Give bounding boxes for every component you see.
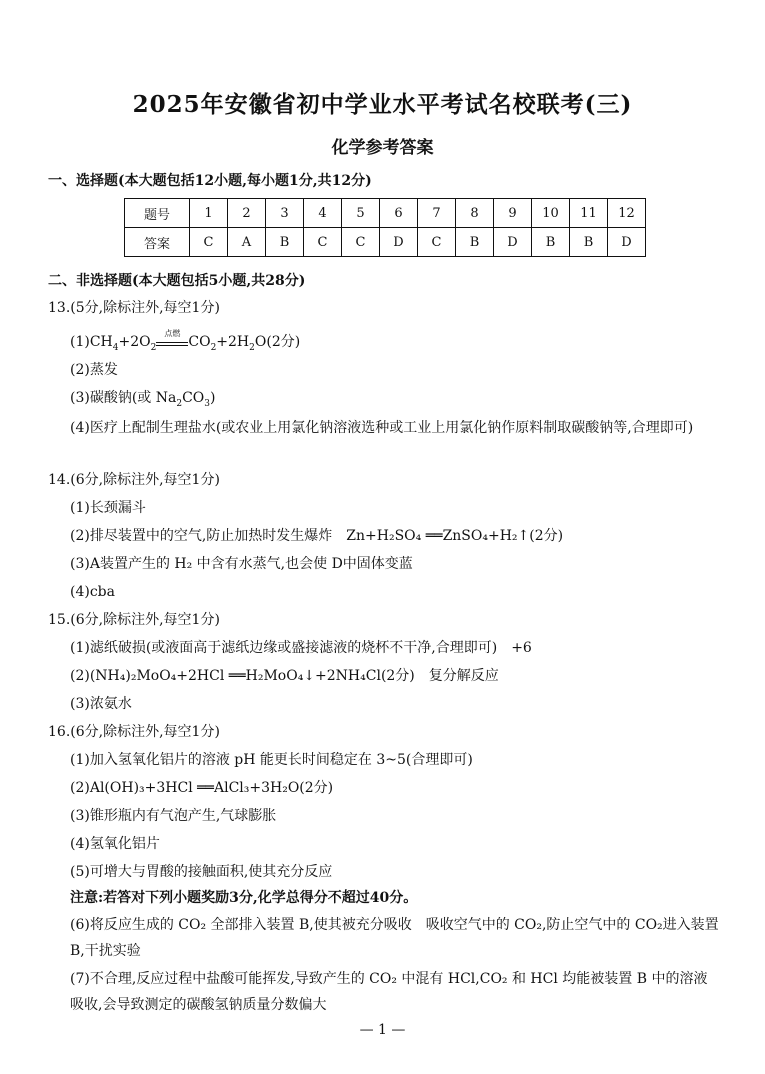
table-cell: B <box>266 228 304 257</box>
subscript: 2 <box>176 398 183 409</box>
page-subtitle: 化学参考答案 <box>331 138 434 158</box>
q16-heading: 16.(6分,除标注外,每空1分) <box>48 724 220 740</box>
q14-answer-2: (2)排尽装置中的空气,防止加热时发生爆炸 Zn+H₂SO₄ ══ZnSO₄+H₂↑(2分) <box>70 528 564 544</box>
table-cell: 6 <box>380 199 418 228</box>
text: O(2分) <box>254 334 301 350</box>
subscript: 2 <box>210 342 217 353</box>
subscript: 2 <box>249 342 255 353</box>
table-cell: A <box>228 228 266 257</box>
reaction-condition <box>156 329 188 346</box>
q16-answer-2: (2)Al(OH)₃+3HCl ══AlCl₃+3H₂O(2分) <box>70 780 334 796</box>
table-row-numbers <box>125 199 646 228</box>
table-cell: 3 <box>266 199 304 228</box>
q15-heading: 15.(6分,除标注外,每空1分) <box>48 612 220 628</box>
q14-heading: 14.(6分,除标注外,每空1分) <box>48 472 220 488</box>
q16-answer-3: (3)锥形瓶内有气泡产生,气球膨胀 <box>70 808 277 824</box>
page-title: 2025年安徽省初中学业水平考试名校联考(三) <box>132 91 633 118</box>
table-cell: B <box>570 228 608 257</box>
table-cell: 7 <box>418 199 456 228</box>
table-cell: B <box>456 228 494 257</box>
q13-heading: 13.(5分,除标注外,每空1分) <box>48 300 220 316</box>
text: ) <box>210 390 216 406</box>
table-cell: C <box>418 228 456 257</box>
q14-answer-1: (1)长颈漏斗 <box>70 500 146 516</box>
text: +2H <box>216 334 250 350</box>
q16-answer-1: (1)加入氢氧化铝片的溶液 pH 能更长时间稳定在 3~5(合理即可) <box>70 752 473 768</box>
table-header-cell: 题号 <box>125 199 190 228</box>
table-cell: 9 <box>494 199 532 228</box>
text: CO <box>182 390 205 406</box>
table-cell: 1 <box>190 199 228 228</box>
table-cell: 8 <box>456 199 494 228</box>
q14-answer-3: (3)A装置产生的 H₂ 中含有水蒸气,也会使 D中固体变蓝 <box>70 556 413 572</box>
table-cell: B <box>532 228 570 257</box>
page-number: — 1 — <box>359 1022 406 1038</box>
table-header-cell: 答案 <box>125 228 190 257</box>
q15-answer-1: (1)滤纸破损(或液面高于滤纸边缘或盛接滤液的烧杯不干净,合理即可) +6 <box>70 640 532 656</box>
q16-answer-6: (6)将反应生成的 CO₂ 全部排入装置 B,使其被充分吸收 吸收空气中的 CO₂,防止空气中的 CO₂进入装置 B,干扰实验 <box>70 917 719 959</box>
table-cell: D <box>494 228 532 257</box>
table-cell: C <box>342 228 380 257</box>
table-cell: 10 <box>532 199 570 228</box>
table-cell: 5 <box>342 199 380 228</box>
q14-answer-4: (4)cba <box>70 584 115 600</box>
section-2-heading: 二、非选择题(本大题包括5小题,共28分) <box>48 273 306 289</box>
q13-answer-4: (4)医疗上配制生理盐水(或农业上用氯化钠溶液选种或工业上用氯化钠作原料制取碳酸钠等,合理即可) <box>70 420 694 436</box>
table-cell: 11 <box>570 199 608 228</box>
q16-answer-4: (4)氢氧化铝片 <box>70 836 160 852</box>
text: (3)碳酸钠(或 Na <box>70 390 177 406</box>
q16-answer-7: (7)不合理,反应过程中盐酸可能挥发,导致产生的 CO₂ 中混有 HCl,CO₂ 和 HCl 均能被装置 B 中的溶液吸收,会导致测定的碳酸氢钠质量分数偏大 <box>70 971 708 1013</box>
q15-answer-3: (3)浓氨水 <box>70 696 132 712</box>
table-cell: 12 <box>608 199 646 228</box>
table-cell: 2 <box>228 199 266 228</box>
q16-answer-5: (5)可增大与胃酸的接触面积,使其充分反应 <box>70 864 333 880</box>
q16-bonus-note: 注意:若答对下列小题奖励3分,化学总得分不超过40分。 <box>70 890 418 906</box>
text: +2O <box>118 334 151 350</box>
table-cell: C <box>190 228 228 257</box>
table-cell: C <box>304 228 342 257</box>
subscript: 4 <box>112 342 119 353</box>
table-cell: D <box>608 228 646 257</box>
condition-label: 点燃 <box>164 329 181 338</box>
table-cell: D <box>380 228 418 257</box>
answer-table <box>124 198 646 257</box>
text: CO <box>188 334 211 350</box>
q13-answer-3 <box>70 388 215 414</box>
table-row-answers <box>125 228 646 257</box>
section-1-heading: 一、选择题(本大题包括12小题,每小题1分,共12分) <box>48 173 372 189</box>
subscript: 2 <box>150 342 157 353</box>
table-cell: 4 <box>304 199 342 228</box>
q15-answer-2: (2)(NH₄)₂MoO₄+2HCl ══H₂MoO₄↓+2NH₄Cl(2分) 复分解反应 <box>70 668 499 684</box>
q13-answer-2: (2)蒸发 <box>70 362 118 378</box>
subscript: 3 <box>204 398 211 409</box>
q13-answer-1 <box>70 329 301 358</box>
text: (1)CH <box>70 334 113 350</box>
